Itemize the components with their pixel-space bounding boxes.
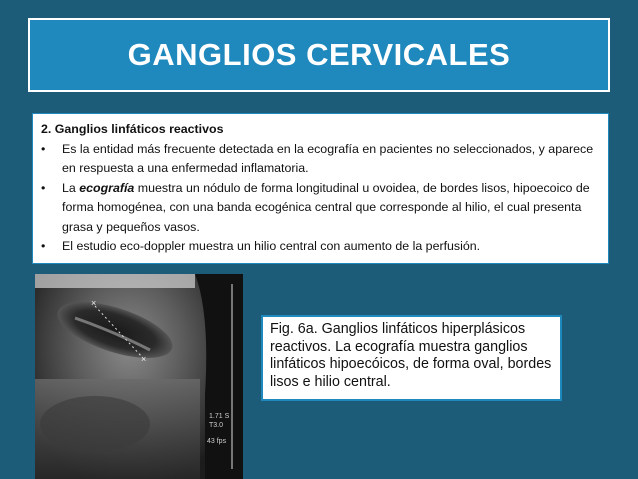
bullet-text-rest: muestra un nódulo de forma longitudinal u ovoidea, de bordes lisos, hipoecoico de forma homogénea, con una banda ecogénica central que corresponde al hilio, el cual presenta grasa y pequeños vasos.	[62, 180, 590, 234]
content-text-box	[32, 113, 609, 264]
bullet-text: Es la entidad más frecuente detectada en la ecografía en pacientes no seleccionados, y aparece en respuesta a una enfermedad inflamatoria.	[62, 141, 594, 175]
bullet-emphasis: ecografía	[79, 180, 135, 195]
bullet-item	[41, 140, 602, 179]
bullet-marker: •	[41, 239, 46, 253]
measure-marker-end: ×	[141, 354, 147, 364]
overlay-text: 1.71 S	[209, 413, 230, 420]
section-heading: 2. Ganglios linfáticos reactivos	[41, 122, 224, 136]
bullet-item	[41, 179, 602, 238]
title-banner	[28, 18, 610, 92]
slide-title: GANGLIOS CERVICALES	[127, 37, 511, 72]
skin-layer	[35, 274, 195, 288]
measure-marker-start: ×	[91, 298, 97, 308]
bullet-marker: •	[41, 180, 46, 195]
ultrasound-graphic	[35, 274, 243, 479]
overlay-text: T3.0	[209, 422, 224, 429]
bullet-marker: •	[41, 141, 46, 156]
overlay-text: 43 fps	[207, 438, 227, 445]
figure-caption: Fig. 6a. Ganglios linfáticos hiperplásicos reactivos. La ecografía muestra ganglios linfáticos hipoecóicos, de forma oval, bordes lisos e hilio central.	[261, 315, 562, 401]
ultrasound-image	[35, 274, 243, 479]
bullet-text: El estudio eco-doppler muestra un hilio central con aumento de la perfusión.	[62, 239, 481, 253]
bullet-item	[41, 237, 602, 257]
bullet-text-prefix: La	[62, 180, 80, 195]
bullet-list	[41, 140, 602, 257]
depth-scale	[231, 284, 233, 469]
deep-structure	[40, 396, 150, 452]
